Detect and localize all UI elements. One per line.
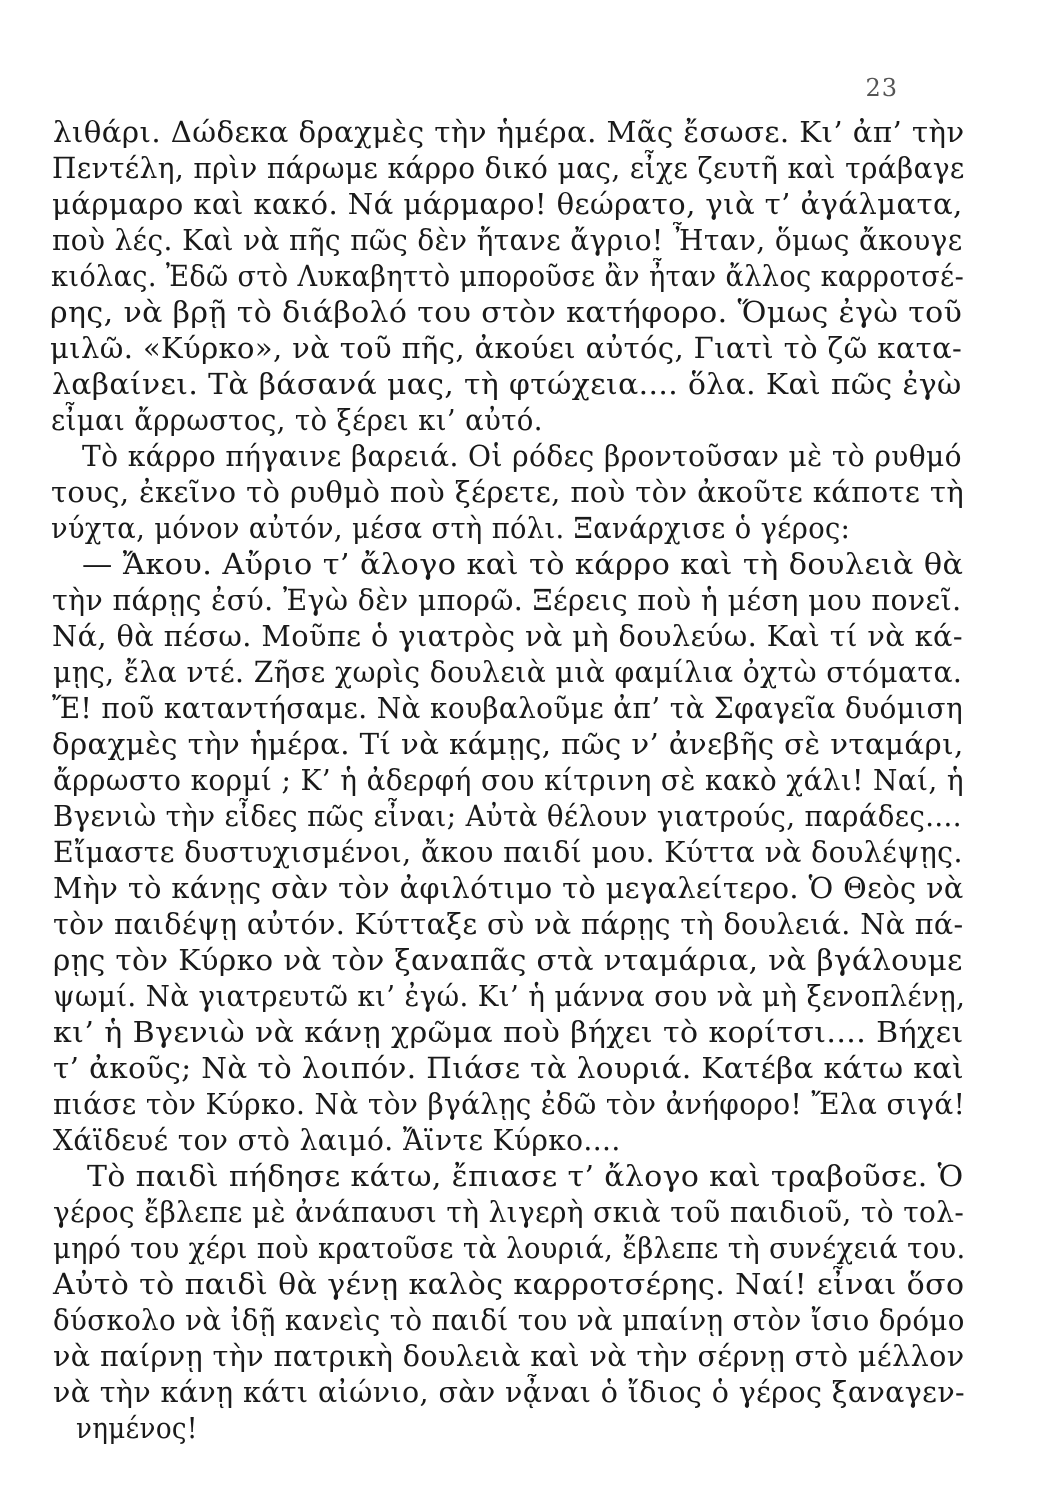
- text-line: ἄρρωστο κορμί ; Κ’ ἡ ἀδερφή σου κίτρινη σὲ κακὸ χάλι! Ναί, ἡ: [53, 764, 964, 797]
- text-line: λιθάρι. Δώδεκα δραχμὲς τὴν ἡμέρα. Μᾶς ἔσωσε. Κι’ ἀπ’ τὴν: [53, 116, 965, 149]
- text-line: μάρμαρο καὶ κακό. Νά μάρμαρο! θεώρατο, γιὰ τ’ ἀγάλματα,: [52, 188, 963, 221]
- text-line: Αὐτὸ τὸ παιδὶ θὰ γένῃ καλὸς καρροτσέρης. Ναί! εἶναι ὅσο: [53, 1268, 965, 1301]
- text-line: ρης, νὰ βρῇ τὸ διάβολό του στὸν κατήφορο. Ὅμως ἐγὼ τοῦ: [50, 296, 963, 329]
- text-line: Εἴμαστε δυστυχισμένοι, ἄκου παιδί μου. Κύττα νὰ δουλέψῃς.: [53, 836, 963, 869]
- text-line: Μὴν τὸ κάνῃς σὰν τὸν ἀφιλότιμο τὸ μεγαλείτερο. Ὁ Θεὸς νὰ: [53, 872, 964, 905]
- text-line: τ’ ἀκοῦς; Νὰ τὸ λοιπόν. Πιάσε τὰ λουριά. Κατέβα κάτω καὶ: [53, 1052, 965, 1085]
- text-line: νύχτα, μόνον αὐτόν, μέσα στὴ πόλι. Ξανάρχισε ὁ γέρος:: [51, 512, 851, 545]
- text-line: Χάϊδευέ τον στὸ λαιμό. Ἄϊντε Κύρκο....: [53, 1124, 621, 1157]
- text-line: πιάσε τὸν Κύρκο. Νὰ τὸν βγάλῃς ἐδῶ τὸν ἀνήφορο! Ἔλα σιγά!: [53, 1088, 966, 1121]
- text-line: γέρος ἔβλεπε μὲ ἀνάπαυσι τὴ λιγερὴ σκιὰ τοῦ παιδιοῦ, τὸ τολ-: [53, 1196, 965, 1229]
- text-line: κι’ ἡ Βγενιὼ νὰ κάνῃ χρῶμα ποὺ βήχει τὸ κορίτσι.... Βήχει: [53, 1016, 964, 1049]
- text-line: εἶμαι ἄρρωστος, τὸ ξέρει κι’ αὐτό.: [51, 404, 543, 437]
- text-line: δραχμὲς τὴν ἡμέρα. Τί νὰ κάμῃς, πῶς ν’ ἀνεβῆς σὲ νταμάρι,: [52, 728, 964, 761]
- text-line: τὴν πάρῃς ἐσύ. Ἐγὼ δὲν μπορῶ. Ξέρεις ποὺ ἡ μέση μου πονεῖ.: [52, 584, 962, 617]
- text-line: μιλῶ. «Κύρκο», νὰ τοῦ πῆς, ἀκούει αὐτός, Γιατὶ τὸ ζῶ κατα-: [50, 332, 963, 365]
- text-line: τους, ἐκεῖνο τὸ ρυθμὸ ποὺ ξέρετε, ποὺ τὸν ἀκοῦτε κάποτε τὴ: [51, 476, 965, 509]
- text-line: Ἔ! ποῦ καταντήσαμε. Νὰ κουβαλοῦμε ἀπ’ τὰ Σφαγεῖα δυόμιση: [52, 692, 964, 725]
- text-line: νὰ παίρνῃ τὴν πατρικὴ δουλειὰ καὶ νὰ τὴν σέρνῃ στὸ μέλλον: [53, 1340, 965, 1373]
- text-line: νημένος!: [76, 1412, 198, 1445]
- text-line: ποὺ λές. Καὶ νὰ πῆς πῶς δὲν ἤτανε ἄγριο! Ἦταν, ὅμως ἄκουγε: [52, 224, 963, 257]
- text-line: Τὸ παιδὶ πήδησε κάτω, ἔπιασε τ’ ἄλογο καὶ τραβοῦσε. Ὁ: [87, 1160, 964, 1193]
- text-line: δύσκολο νὰ ἰδῇ κανεὶς τὸ παιδί του νὰ μπαίνῃ στὸν ἴσιο δρόμο: [53, 1304, 965, 1337]
- text-line: Βγενιὼ τὴν εἶδες πῶς εἶναι; Αὐτὰ θέλουν γιατρούς, παράδες....: [53, 800, 962, 833]
- text-line: — Ἄκου. Αὔριο τ’ ἄλογο καὶ τὸ κάρρο καὶ τὴ δουλειὰ θὰ: [82, 548, 964, 581]
- text-line: Τὸ κάρρο πήγαινε βαρειά. Οἱ ρόδες βροντοῦσαν μὲ τὸ ρυθμό: [82, 440, 962, 473]
- text-line: ρῃς τὸν Κύρκο νὰ τὸν ξαναπᾶς στὰ νταμάρια, νὰ βγάλουμε: [53, 944, 963, 977]
- text-line: νὰ τὴν κάνῃ κάτι αἰώνιο, σὰν νᾆναι ὁ ἴδιος ὁ γέρος ξαναγεν-: [53, 1376, 966, 1409]
- text-line: Πεντέλη, πρὶν πάρωμε κάρρο δικό μας, εἶχε ζευτῆ καὶ τράβαγε: [52, 152, 965, 185]
- text-line: τὸν παιδέψῃ αὐτόν. Κύτταξε σὺ νὰ πάρῃς τὴ δουλειά. Νὰ πά-: [53, 908, 964, 941]
- text-line: κιόλας. Ἐδῶ στὸ Λυκαβηττὸ μποροῦσε ἂν ἦταν ἄλλος καρροτσέ-: [51, 260, 965, 293]
- page-number: 23: [865, 74, 898, 102]
- text-line: μῃς, ἔλα ντέ. Ζῆσε χωρὶς δουλειὰ μιὰ φαμίλια ὀχτὼ στόματα.: [53, 656, 963, 689]
- text-line: μηρό του χέρι ποὺ κρατοῦσε τὰ λουριά, ἔβλεπε τὴ συνέχειά του.: [53, 1232, 966, 1265]
- text-line: λαβαίνει. Τὰ βάσανά μας, τὴ φτώχεια.... ὅλα. Καὶ πῶς ἐγὼ: [52, 368, 962, 401]
- text-line: ψωμί. Νὰ γιατρευτῶ κι’ ἐγώ. Κι’ ἡ μάννα σου νὰ μὴ ξενοπλένῃ,: [53, 980, 966, 1013]
- text-line: Νά, θὰ πέσω. Μοῦπε ὁ γιατρὸς νὰ μὴ δουλεύω. Καὶ τί νὰ κά-: [52, 620, 963, 653]
